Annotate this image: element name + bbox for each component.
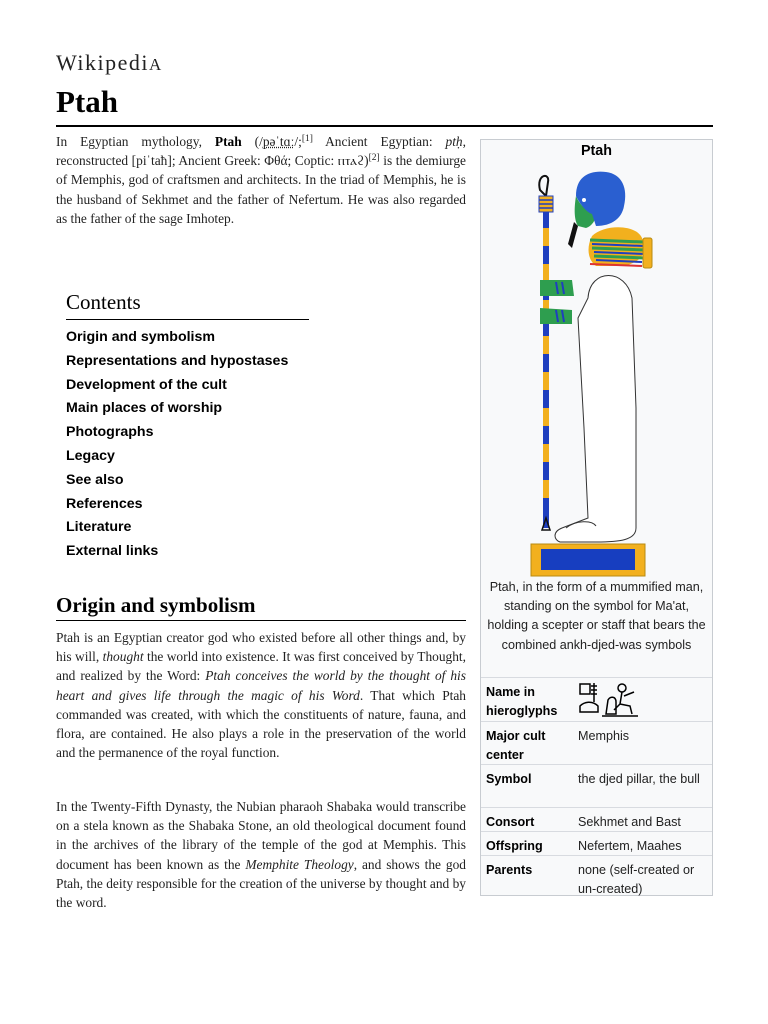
- toc-item-origin[interactable]: Origin and symbolism: [66, 329, 215, 345]
- ipa-pronunciation[interactable]: pəˈtɑː: [262, 134, 295, 149]
- toc-item-references[interactable]: References: [66, 495, 143, 512]
- maat-base-inner: [541, 549, 635, 570]
- infobox-caption: Ptah, in the form of a mummified man, standing on the symbol for Ma'at, holding a scepter or staff that bears the combined ankh-djed-was symbols: [487, 580, 706, 652]
- intro-paragraph: In Egyptian mythology, Ptah (/pəˈtɑː/;[1] Ancient Egyptian: ptḥ, reconstructed [piˈtaħ]; Ancient Greek: Φθά; Coptic: ⲡⲧⲁϩ)[2] is the demiurge of Memphis, god of craftsmen and architects. In the triad of Memphis, he is the husband of Sekhmet and the father of Nefertum. He was also regarded as the father of the sage Imhotep.: [56, 134, 466, 226]
- row-label-hieroglyphs: Name in hieroglyphs: [486, 685, 558, 718]
- row-value-offspring[interactable]: Nefertem, Maahes: [578, 839, 682, 853]
- wordmark-main: Wikipedi: [56, 50, 149, 75]
- row-label-symbol: Symbol: [486, 772, 532, 786]
- infobox-rows: [481, 677, 712, 899]
- infobox-title: Ptah: [581, 143, 612, 159]
- hieroglyphs-icon: [578, 680, 640, 718]
- row-label-consort: Consort: [486, 815, 535, 829]
- row-value-consort[interactable]: Sekhmet and Bast: [578, 815, 681, 829]
- toc-item-see-also[interactable]: See also: [66, 471, 124, 488]
- ref-1-link[interactable]: [1]: [301, 134, 313, 144]
- toc-divider: [66, 319, 309, 320]
- table-of-contents: [66, 290, 309, 564]
- section-paragraph-1: Ptah is an Egyptian creator god who existed before all other things and, by his will, thought the world into existence. It was first conceived by Thought, and realized by the Word: Ptah conceives the world by the thought of his heart and gives life through the magic of his Word. That which Ptah commanded was created, with which the constituents of nature, fauna, and flora, are contained. He also plays a role in the preservation of the world and the permanence of the royal function.: [56, 630, 466, 761]
- wikipedia-wordmark[interactable]: [56, 50, 163, 76]
- toc-item-development[interactable]: Development of the cult: [66, 376, 227, 393]
- toc-item-literature[interactable]: Literature: [66, 519, 132, 536]
- toc-item-external-links[interactable]: External links: [66, 543, 159, 560]
- row-value-symbol[interactable]: the djed pillar, the bull: [578, 772, 700, 786]
- beard: [568, 222, 578, 248]
- row-cult-center: [481, 721, 712, 764]
- toc-item-photographs[interactable]: Photographs: [66, 424, 154, 441]
- row-symbol: [481, 764, 712, 807]
- row-label-offspring: Offspring: [486, 839, 543, 853]
- toc-item-legacy[interactable]: Legacy: [66, 447, 115, 464]
- toc-item-places[interactable]: Main places of worship: [66, 400, 223, 417]
- toc-list: [66, 326, 309, 564]
- wordmark-end: A: [149, 55, 163, 74]
- was-head: [539, 176, 548, 196]
- title-divider: [56, 125, 713, 127]
- row-label-cult-center: Major cult center: [486, 729, 546, 762]
- eye: [582, 198, 586, 202]
- row-hieroglyphs: [481, 677, 712, 721]
- infobox: [480, 139, 713, 896]
- row-label-parents: Parents: [486, 863, 533, 877]
- menat-counterpoise: [643, 238, 652, 268]
- ref-2-link[interactable]: [2]: [368, 153, 380, 164]
- section-heading: Origin and symbolism: [56, 593, 256, 617]
- section-divider: [56, 620, 466, 621]
- section-paragraph-2: In the Twenty-Fifth Dynasty, the Nubian pharaoh Shabaka would transcribe on a stela known as the Shabaka Stone, an old theological document found in the archives of the library of the temple of the god at Memphis. This document has been known as the Memphite Theology, and shows the god Ptah, the deity responsible for the creation of the universe by thought and by the word.: [56, 799, 466, 911]
- page-title: Ptah: [56, 84, 118, 119]
- row-offspring: [481, 831, 712, 855]
- row-consort: [481, 807, 712, 831]
- row-value-cult-center[interactable]: Memphis: [578, 729, 630, 743]
- term-ptah: Ptah: [214, 134, 242, 149]
- row-parents: [481, 855, 712, 899]
- ptah-illustration[interactable]: [526, 168, 666, 578]
- row-value-parents: none (self-created or un-created): [578, 863, 695, 896]
- toc-heading: Contents: [66, 290, 141, 314]
- toc-item-representations[interactable]: Representations and hypostases: [66, 352, 289, 369]
